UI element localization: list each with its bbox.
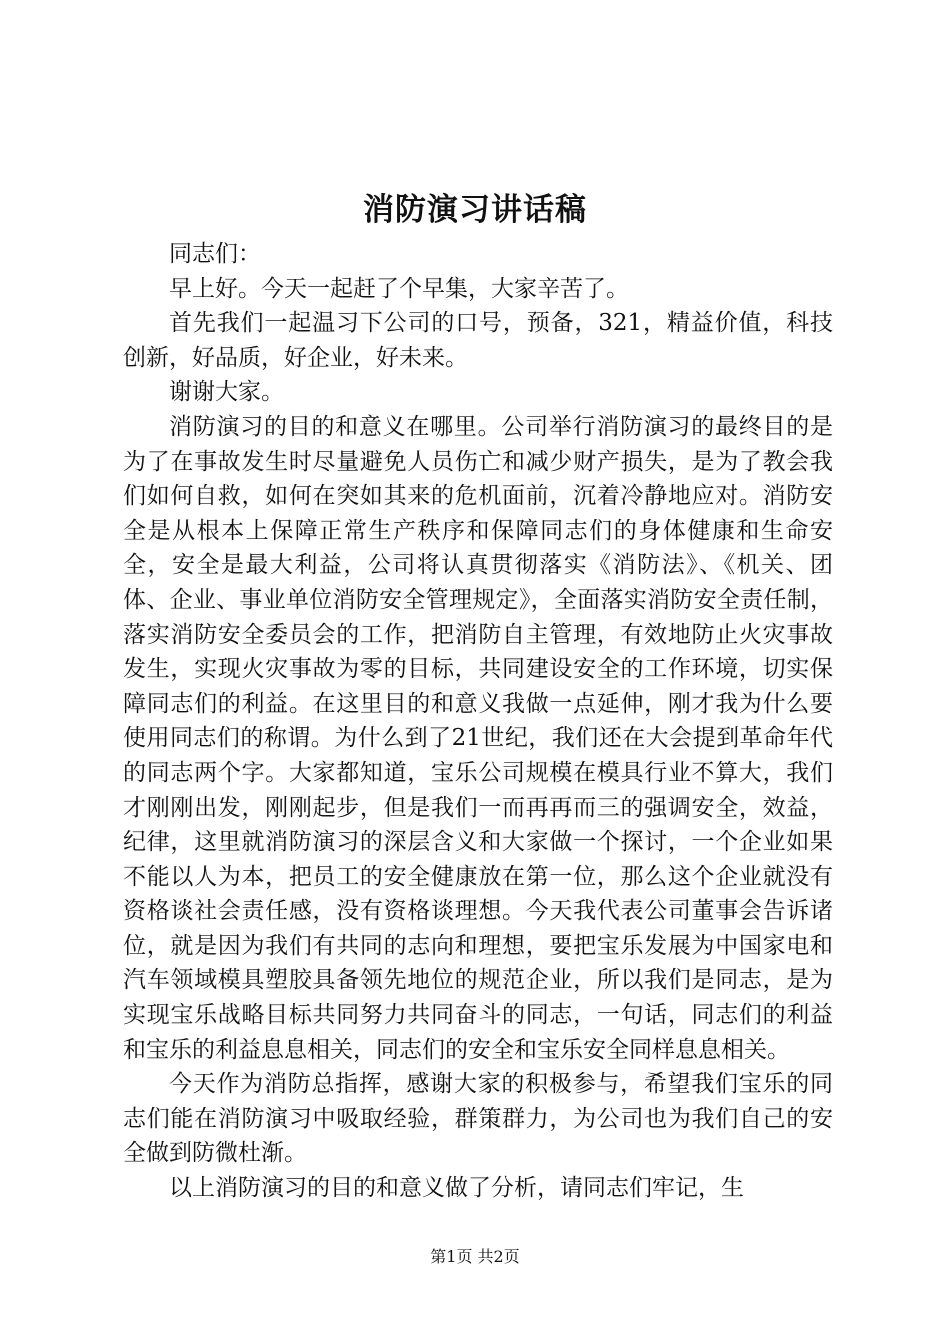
document-title: 消防演习讲话稿 [363,192,587,228]
document-body [123,237,833,1206]
paragraph-greeting: 同志们： [169,241,261,267]
paragraph-thanks: 谢谢大家。 [169,379,284,406]
paragraph-morning: 早上好。今天一起赶了个早集，大家辛苦了。 [169,275,629,302]
paragraph-participation: 今天作为消防总指挥，感谢大家的积极参与，希望我们宝乐的同志们能在消防演习中吸取经验，群策群力，为公司也为我们自己的安全做到防微杜渐。 [123,1071,833,1167]
paragraph-purpose: 消防演习的目的和意义在哪里。公司举行消防演习的最终目的是为了在事故发生时尽量避免人员伤亡和减少财产损失，是为了教会我们如何自救，如何在突如其来的危机面前，沉着冷静地应对。消防安全是从根本上保障正常生产秩序和保障同志们的身体健康和生命安全，安全是最大利益，公司将认真贯彻落实《消防法》、《机关、团体、企业、事业单位消防安全管理规定》，全面落实消防安全责任制，落实消防安全委员会的工作，把消防自主管理，有效地防止火灾事故发生，实现火灾事故为零的目标，共同建设安全的工作环境，切实保障同志们的利益。在这里目的和意义我做一点延伸，刚才我为什么要使用同志们的称谓。为什么到了21世纪，我们还在大会提到革命年代的同志两个字。大家都知道，宝乐公司规模在模具行业不算大，我们才刚刚出发，刚刚起步，但是我们一而再再而三的强调安全，效益，纪律，这里就消防演习的深层含义和大家做一个探讨，一个企业如果不能以人为本，把员工的安全健康放在第一位，那么这个企业就没有资格谈社会责任感，没有资格谈理想。今天我代表公司董事会告诉诸位，就是因为我们有共同的志向和理想，要把宝乐发展为中国家电和汽车领域模具塑胶具备领先地位的规范企业，所以我们是同志，是为实现宝乐战略目标共同努力共同奋斗的同志，一句话，同志们的利益和宝乐的利益息息相关，同志们的安全和宝乐安全同样息息相关。 [123,413,833,1063]
paragraph-slogan: 首先我们一起温习下公司的口号，预备，321，精益价值，科技创新，好品质，好企业，好未来。 [123,310,833,371]
page-footer: 第1页 共2页 [430,1247,520,1266]
paragraph-summary: 以上消防演习的目的和意义做了分析，请同志们牢记，生 [169,1175,744,1202]
